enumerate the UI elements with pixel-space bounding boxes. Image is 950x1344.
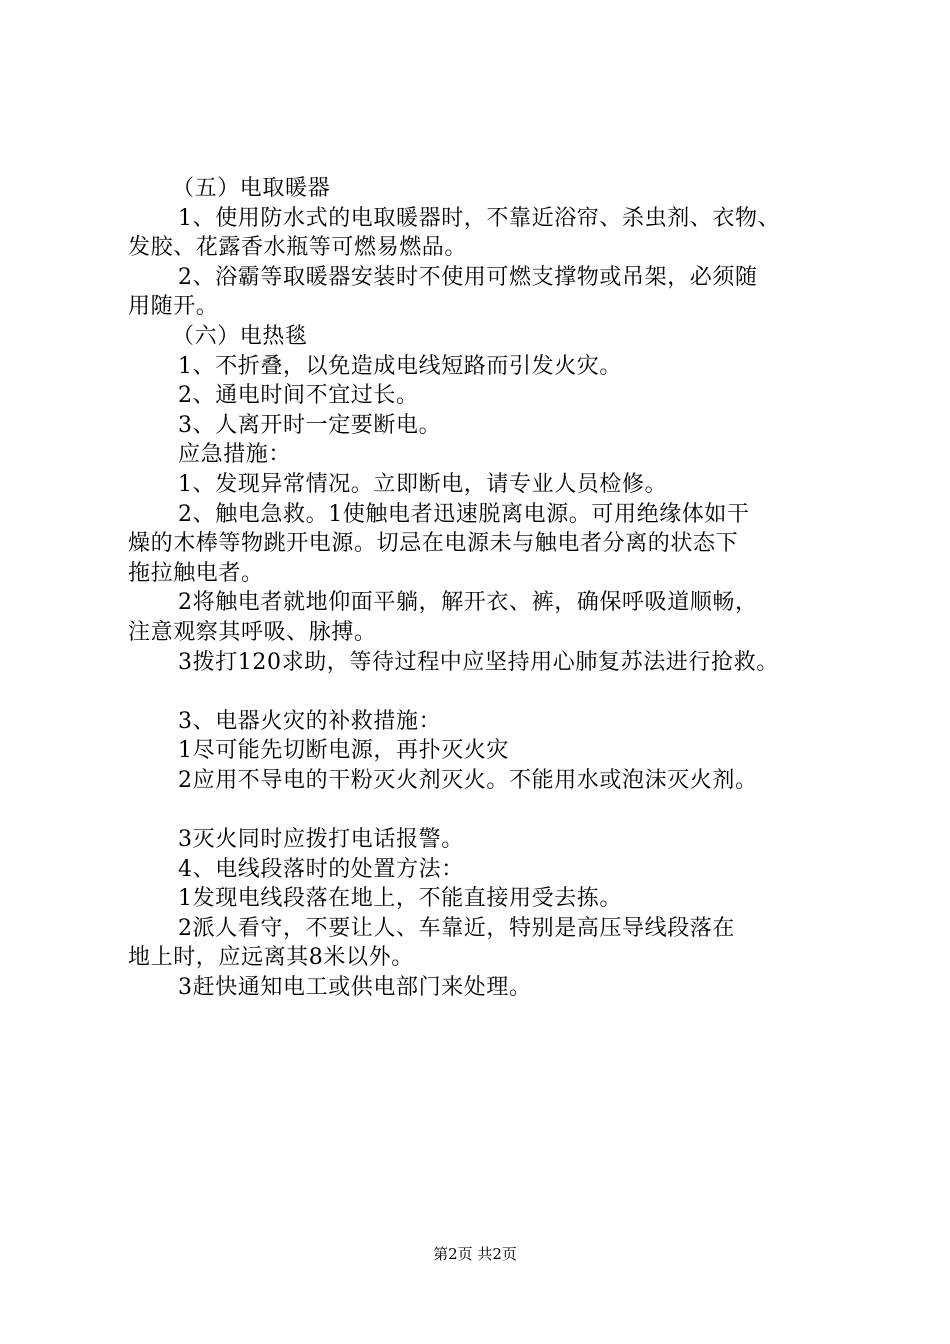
text-line: 1发现电线段落在地上，不能直接用受去拣。	[178, 886, 622, 912]
text-line: 2、触电急救。1使触电者迅速脱离电源。可用绝缘体如干	[178, 501, 750, 527]
text-line: 1、使用防水式的电取暖器时，不靠近浴帘、杀虫剂、衣物、	[178, 205, 781, 231]
document-body	[128, 174, 858, 1003]
text-line: （六）电热毯	[172, 323, 308, 349]
text-line: 应急措施：	[178, 442, 292, 468]
blank-line	[128, 677, 858, 707]
text-line: 4、电线段落时的处置方法：	[178, 856, 464, 882]
text-line: 1、发现异常情况。立即断电，请专业人员检修。	[178, 471, 668, 497]
text-line: 燥的木棒等物跳开电源。切忌在电源未与触电者分离的状态下	[128, 531, 739, 557]
text-line: 2、通电时间不宜过长。	[178, 383, 419, 409]
text-line: 拖拉触电者。	[128, 560, 264, 586]
text-line: 2、浴霸等取暖器安装时不使用可燃支撑物或吊架，必须随	[178, 264, 758, 290]
text-line: 地上时，应远离其8米以外。	[128, 945, 414, 971]
text-line: 用随开。	[128, 294, 219, 320]
text-line: 1尽可能先切断电源，再扑灭火灾	[178, 738, 509, 764]
text-line: 3赶快通知电工或供电部门来处理。	[178, 975, 532, 1001]
text-line: 注意观察其呼吸、脉搏。	[128, 619, 377, 645]
page-footer: 第2页 共2页	[433, 1245, 517, 1263]
text-line: 3、电器火灾的补救措施：	[178, 708, 442, 734]
text-line: 3灭火同时应拨打电话报警。	[178, 827, 464, 853]
text-line: 2应用不导电的干粉灭火剂灭火。不能用水或泡沫灭火剂。	[178, 767, 758, 793]
text-line: 3、人离开时一定要断电。	[178, 412, 442, 438]
text-line: 发胶、花露香水瓶等可燃易燃品。	[128, 235, 468, 261]
text-line: 2派人看守，不要让人、车靠近，特别是高压导线段落在	[178, 915, 735, 941]
text-line: （五）电取暖器	[172, 176, 331, 201]
text-line: 1、不折叠，以免造成电线短路而引发火灾。	[178, 353, 622, 379]
blank-line	[128, 795, 858, 825]
text-line: 2将触电者就地仰面平躺，解开衣、裤，确保呼吸道顺畅，	[178, 590, 758, 616]
text-line: 3拨打120求助，等待过程中应坚持用心肺复苏法进行抢救。	[178, 649, 779, 675]
